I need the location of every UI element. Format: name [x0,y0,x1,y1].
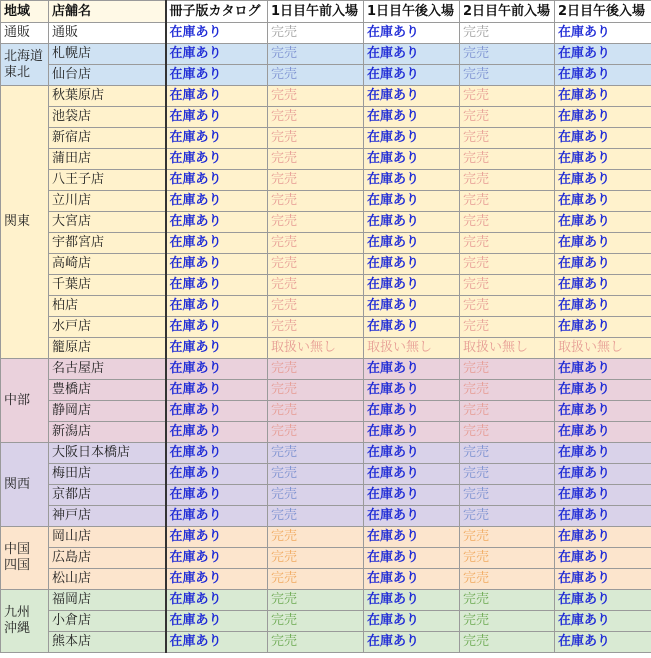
status-cell-day1-am[interactable]: 完売 [268,317,364,338]
status-cell-day1-pm[interactable]: 在庫あり [364,464,460,485]
status-cell-day1-pm[interactable]: 在庫あり [364,128,460,149]
status-cell-day1-pm[interactable]: 在庫あり [364,254,460,275]
status-cell-day1-am[interactable]: 完売 [268,233,364,254]
table-row [1,191,651,212]
table-row [1,485,651,506]
region-label: 中部 [4,392,31,408]
status-cell-day1-am[interactable]: 完売 [268,44,364,65]
status-cell-day1-pm[interactable]: 在庫あり [364,275,460,296]
status-cell-day2-pm[interactable]: 在庫あり [555,632,651,653]
store-name-cell[interactable]: 神戸店 [49,506,166,527]
status-cell-day1-am[interactable]: 完売 [268,632,364,653]
table-row [1,317,651,338]
status-cell-day1-am[interactable]: 完売 [268,401,364,422]
status-cell-day1-am[interactable]: 完売 [268,65,364,86]
table-row [1,464,651,485]
store-name-cell[interactable]: 新潟店 [49,422,166,443]
region-label: 九州 沖縄 [4,605,31,636]
store-name-cell[interactable]: 札幌店 [49,44,166,65]
region-label: 通販 [4,25,31,40]
table-row [1,65,651,86]
header-day1-pm[interactable]: 1日目午後入場 [364,1,460,23]
status-cell-day1-am[interactable]: 完売 [268,443,364,464]
region-cell[interactable] [1,23,49,44]
status-cell-day1-pm[interactable]: 在庫あり [364,632,460,653]
status-cell-day2-pm[interactable]: 在庫あり [555,65,651,86]
status-cell-day2-pm[interactable]: 在庫あり [555,296,651,317]
region-label: 北海道 東北 [4,48,44,80]
status-cell-booklet[interactable]: 在庫あり [166,191,268,212]
status-cell-day2-pm[interactable]: 取扱い無し [555,338,651,359]
table-row [1,632,651,653]
store-name-cell[interactable]: 福岡店 [49,590,166,611]
table-row [1,527,651,548]
table-row [1,128,651,149]
status-cell-day1-pm[interactable]: 在庫あり [364,380,460,401]
status-cell-day2-pm[interactable]: 在庫あり [555,233,651,254]
store-name-cell[interactable]: 籠原店 [49,338,166,359]
status-cell-booklet[interactable]: 在庫あり [166,443,268,464]
status-cell-day2-am[interactable]: 完売 [460,380,555,401]
status-cell-day2-pm[interactable]: 在庫あり [555,86,651,107]
store-name-cell[interactable]: 通販 [49,23,166,44]
region-cell[interactable] [1,44,49,86]
store-name-cell[interactable]: 柏店 [49,296,166,317]
header-store[interactable]: 店舗名 [49,1,166,23]
store-name-cell[interactable]: 秋葉原店 [49,86,166,107]
status-cell-day2-pm[interactable]: 在庫あり [555,569,651,590]
store-name-cell[interactable]: 大阪日本橋店 [49,443,166,464]
status-cell-booklet[interactable]: 在庫あり [166,44,268,65]
status-cell-day2-am[interactable]: 完売 [460,233,555,254]
status-cell-booklet[interactable]: 在庫あり [166,86,268,107]
status-cell-day2-am[interactable]: 完売 [460,44,555,65]
region-cell[interactable] [1,86,49,359]
status-cell-booklet[interactable]: 在庫あり [166,338,268,359]
status-cell-booklet[interactable]: 在庫あり [166,23,268,44]
status-cell-day1-pm[interactable]: 在庫あり [364,485,460,506]
store-name-cell[interactable]: 豊橋店 [49,380,166,401]
status-cell-booklet[interactable]: 在庫あり [166,233,268,254]
region-label: 関西 [4,476,31,492]
table-row [1,170,651,191]
store-name-cell[interactable]: 熊本店 [49,632,166,653]
status-cell-day2-am[interactable]: 完売 [460,611,555,632]
table-row [1,86,651,107]
store-name-cell[interactable]: 新宿店 [49,128,166,149]
status-cell-day1-pm[interactable]: 在庫あり [364,506,460,527]
store-name-cell[interactable]: 高崎店 [49,254,166,275]
status-cell-day2-pm[interactable]: 在庫あり [555,422,651,443]
table-row [1,548,651,569]
status-cell-day1-am[interactable]: 完売 [268,611,364,632]
store-name-cell[interactable]: 名古屋店 [49,359,166,380]
status-cell-day2-am[interactable]: 完売 [460,128,555,149]
store-name-cell[interactable]: 岡山店 [49,527,166,548]
status-cell-day2-am[interactable]: 完売 [460,422,555,443]
status-cell-day1-pm[interactable]: 在庫あり [364,149,460,170]
store-name-cell[interactable]: 梅田店 [49,464,166,485]
table-row [1,338,651,359]
status-cell-day2-am[interactable]: 完売 [460,86,555,107]
status-cell-booklet[interactable]: 在庫あり [166,380,268,401]
status-cell-day1-pm[interactable]: 在庫あり [364,296,460,317]
status-cell-day1-am[interactable]: 完売 [268,464,364,485]
status-cell-day2-am[interactable]: 完売 [460,632,555,653]
status-cell-day2-am[interactable]: 完売 [460,23,555,44]
status-cell-booklet[interactable]: 在庫あり [166,569,268,590]
store-name-cell[interactable]: 松山店 [49,569,166,590]
status-cell-day1-am[interactable]: 完売 [268,275,364,296]
status-cell-day2-pm[interactable]: 在庫あり [555,191,651,212]
status-cell-day1-pm[interactable]: 在庫あり [364,611,460,632]
status-cell-day2-pm[interactable]: 在庫あり [555,128,651,149]
status-cell-booklet[interactable]: 在庫あり [166,506,268,527]
region-label: 関東 [4,214,31,229]
status-cell-day1-pm[interactable]: 在庫あり [364,527,460,548]
table-row [1,401,651,422]
header-row [1,1,651,23]
status-cell-day2-pm[interactable]: 在庫あり [555,590,651,611]
status-cell-booklet[interactable]: 在庫あり [166,611,268,632]
status-cell-booklet[interactable]: 在庫あり [166,548,268,569]
status-cell-day2-pm[interactable]: 在庫あり [555,170,651,191]
status-cell-day1-pm[interactable]: 取扱い無し [364,338,460,359]
status-cell-day2-pm[interactable]: 在庫あり [555,443,651,464]
status-cell-day1-am[interactable]: 完売 [268,548,364,569]
status-cell-day2-am[interactable]: 完売 [460,443,555,464]
table-row [1,422,651,443]
status-cell-day2-am[interactable]: 完売 [460,107,555,128]
status-cell-day1-am[interactable]: 完売 [268,506,364,527]
status-cell-booklet[interactable]: 在庫あり [166,317,268,338]
status-cell-booklet[interactable]: 在庫あり [166,107,268,128]
status-cell-booklet[interactable]: 在庫あり [166,401,268,422]
status-cell-day1-pm[interactable]: 在庫あり [364,590,460,611]
status-cell-day2-am[interactable]: 完売 [460,317,555,338]
status-cell-day1-am[interactable]: 完売 [268,170,364,191]
status-cell-booklet[interactable]: 在庫あり [166,590,268,611]
status-cell-booklet[interactable]: 在庫あり [166,149,268,170]
status-cell-day2-pm[interactable]: 在庫あり [555,359,651,380]
status-cell-day2-am[interactable]: 完売 [460,149,555,170]
status-cell-day1-am[interactable]: 完売 [268,380,364,401]
table-row [1,275,651,296]
status-cell-day1-am[interactable]: 完売 [268,485,364,506]
status-cell-booklet[interactable]: 在庫あり [166,359,268,380]
status-cell-day2-am[interactable]: 完売 [460,65,555,86]
status-cell-day2-am[interactable]: 完売 [460,212,555,233]
status-cell-day2-pm[interactable]: 在庫あり [555,254,651,275]
status-cell-booklet[interactable]: 在庫あり [166,212,268,233]
store-name-cell[interactable]: 大宮店 [49,212,166,233]
status-cell-day2-pm[interactable]: 在庫あり [555,611,651,632]
status-cell-day2-am[interactable]: 完売 [460,527,555,548]
store-name-cell[interactable]: 蒲田店 [49,149,166,170]
status-cell-booklet[interactable]: 在庫あり [166,275,268,296]
status-cell-day2-pm[interactable]: 在庫あり [555,464,651,485]
status-cell-booklet[interactable]: 在庫あり [166,296,268,317]
status-cell-day1-am[interactable]: 完売 [268,590,364,611]
status-cell-day2-pm[interactable]: 在庫あり [555,275,651,296]
status-cell-booklet[interactable]: 在庫あり [166,485,268,506]
table-row [1,380,651,401]
store-name-cell[interactable]: 仙台店 [49,65,166,86]
status-cell-day1-am[interactable]: 完売 [268,191,364,212]
status-cell-day1-am[interactable]: 完売 [268,422,364,443]
table-row [1,107,651,128]
status-cell-day2-pm[interactable]: 在庫あり [555,149,651,170]
status-cell-booklet[interactable]: 在庫あり [166,632,268,653]
store-name-cell[interactable]: 水戸店 [49,317,166,338]
status-cell-day1-pm[interactable]: 在庫あり [364,401,460,422]
status-cell-day2-am[interactable]: 完売 [460,506,555,527]
status-cell-day2-am[interactable]: 完売 [460,548,555,569]
status-cell-day1-pm[interactable]: 在庫あり [364,107,460,128]
status-cell-booklet[interactable]: 在庫あり [166,128,268,149]
table-row [1,506,651,527]
status-cell-day1-am[interactable]: 取扱い無し [268,338,364,359]
status-cell-day2-pm[interactable]: 在庫あり [555,548,651,569]
table-row [1,233,651,254]
status-cell-day2-am[interactable]: 完売 [460,590,555,611]
status-cell-day1-am[interactable]: 完売 [268,128,364,149]
store-name-cell[interactable]: 千葉店 [49,275,166,296]
table-row [1,44,651,65]
table-row [1,590,651,611]
status-cell-day2-am[interactable]: 完売 [460,401,555,422]
status-cell-day1-am[interactable]: 完売 [268,527,364,548]
header-day2-pm[interactable]: 2日目午後入場 [555,1,651,23]
status-cell-day2-pm[interactable]: 在庫あり [555,44,651,65]
status-cell-day2-pm[interactable]: 在庫あり [555,485,651,506]
store-name-cell[interactable]: 静岡店 [49,401,166,422]
region-cell[interactable] [1,527,49,590]
store-name-cell[interactable]: 立川店 [49,191,166,212]
header-day1-am[interactable]: 1日目午前入場 [268,1,364,23]
status-cell-day2-pm[interactable]: 在庫あり [555,212,651,233]
status-cell-day2-am[interactable]: 完売 [460,464,555,485]
status-cell-day2-am[interactable]: 取扱い無し [460,338,555,359]
status-cell-day1-am[interactable]: 完売 [268,86,364,107]
store-name-cell[interactable]: 宇都宮店 [49,233,166,254]
table-row [1,443,651,464]
status-cell-booklet[interactable]: 在庫あり [166,422,268,443]
status-cell-day2-pm[interactable]: 在庫あり [555,317,651,338]
status-cell-day2-am[interactable]: 完売 [460,296,555,317]
table-row [1,569,651,590]
status-cell-booklet[interactable]: 在庫あり [166,65,268,86]
store-name-cell[interactable]: 池袋店 [49,107,166,128]
status-cell-day1-pm[interactable]: 在庫あり [364,233,460,254]
table-row [1,359,651,380]
status-cell-day1-pm[interactable]: 在庫あり [364,212,460,233]
status-cell-day1-am[interactable]: 完売 [268,254,364,275]
header-day2-am[interactable]: 2日目午前入場 [460,1,555,23]
status-cell-day2-am[interactable]: 完売 [460,191,555,212]
status-cell-day2-am[interactable]: 完売 [460,359,555,380]
status-cell-day2-pm[interactable]: 在庫あり [555,107,651,128]
status-cell-day1-pm[interactable]: 在庫あり [364,422,460,443]
table-row [1,23,651,44]
region-label: 中国 四国 [4,542,31,573]
region-cell[interactable] [1,359,49,443]
region-cell[interactable] [1,443,49,527]
status-cell-day1-pm[interactable]: 在庫あり [364,317,460,338]
status-cell-booklet[interactable]: 在庫あり [166,464,268,485]
status-cell-day1-am[interactable]: 完売 [268,296,364,317]
status-cell-day1-pm[interactable]: 在庫あり [364,548,460,569]
status-cell-day2-pm[interactable]: 在庫あり [555,527,651,548]
status-cell-day1-pm[interactable]: 在庫あり [364,86,460,107]
table-row [1,149,651,170]
status-cell-day1-pm[interactable]: 在庫あり [364,191,460,212]
region-cell[interactable] [1,590,49,653]
status-cell-day2-am[interactable]: 完売 [460,275,555,296]
status-cell-day1-pm[interactable]: 在庫あり [364,170,460,191]
status-cell-day2-am[interactable]: 完売 [460,485,555,506]
status-cell-day1-am[interactable]: 完売 [268,23,364,44]
status-cell-day2-pm[interactable]: 在庫あり [555,506,651,527]
status-cell-day2-am[interactable]: 完売 [460,569,555,590]
status-cell-booklet[interactable]: 在庫あり [166,170,268,191]
header-booklet[interactable]: 冊子版カタログ [166,1,268,23]
status-cell-day2-am[interactable]: 完売 [460,254,555,275]
status-cell-day1-am[interactable]: 完売 [268,149,364,170]
store-name-cell[interactable]: 広島店 [49,548,166,569]
table-row [1,254,651,275]
status-cell-booklet[interactable]: 在庫あり [166,254,268,275]
status-cell-day1-am[interactable]: 完売 [268,212,364,233]
status-cell-day2-pm[interactable]: 在庫あり [555,380,651,401]
status-cell-day2-pm[interactable]: 在庫あり [555,401,651,422]
status-cell-day2-am[interactable]: 完売 [460,170,555,191]
table-row [1,296,651,317]
status-cell-day1-am[interactable]: 完売 [268,359,364,380]
status-cell-booklet[interactable]: 在庫あり [166,527,268,548]
store-name-cell[interactable]: 小倉店 [49,611,166,632]
table-row [1,611,651,632]
status-cell-day1-pm[interactable]: 在庫あり [364,44,460,65]
store-name-cell[interactable]: 八王子店 [49,170,166,191]
header-region[interactable]: 地域 [1,1,49,23]
store-name-cell[interactable]: 京都店 [49,485,166,506]
status-cell-day1-am[interactable]: 完売 [268,107,364,128]
status-cell-day1-pm[interactable]: 在庫あり [364,23,460,44]
status-cell-day1-pm[interactable]: 在庫あり [364,359,460,380]
status-cell-day1-pm[interactable]: 在庫あり [364,569,460,590]
status-cell-day1-pm[interactable]: 在庫あり [364,443,460,464]
table-row [1,212,651,233]
status-cell-day2-pm[interactable]: 在庫あり [555,23,651,44]
status-cell-day1-am[interactable]: 完売 [268,569,364,590]
status-cell-day1-pm[interactable]: 在庫あり [364,65,460,86]
